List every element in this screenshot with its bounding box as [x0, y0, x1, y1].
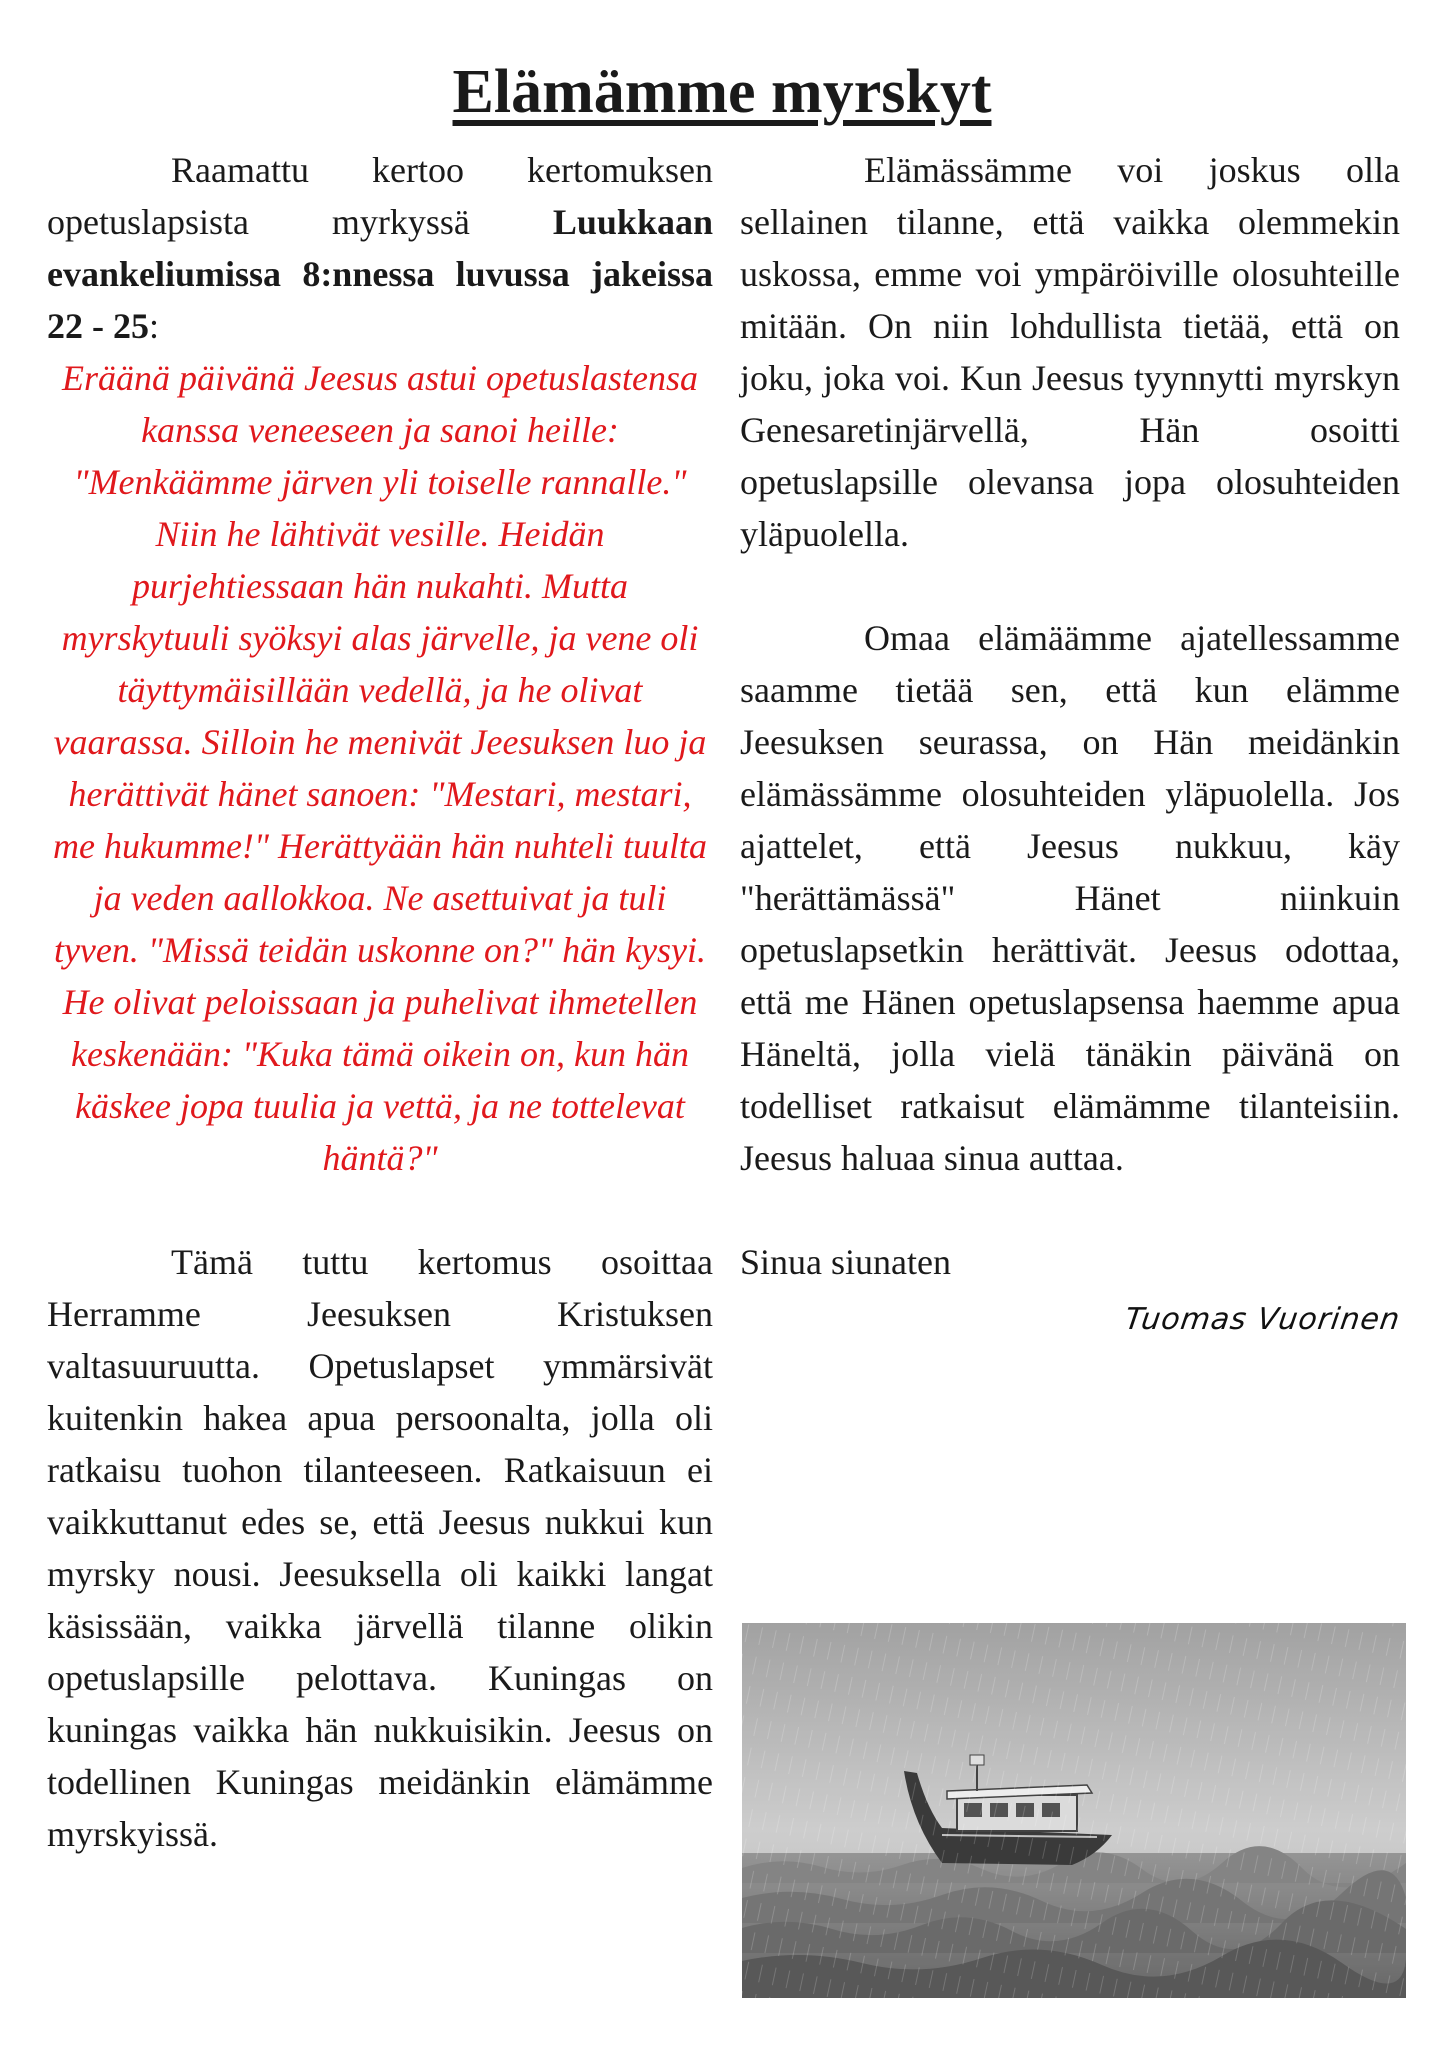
application-paragraph: Omaa elämäämme ajatellessamme saamme tietää sen, että kun elämme Jeesuksen seurassa, on Hän meidänkin elämässämme olosuhteiden yläpuolella. Jos ajattelet, että Jeesus nukkuu, käy "herättämässä" Hänet niinkuin opetuslapsetkin herättivät. Jeesus odottaa, että me Hänen opetuslapsensa haemme apua Häneltä, jolla vielä tänäkin päivänä on todelliset ratkaisut elämämme tilanteisiin. Jeesus haluaa sinua auttaa.: [740, 618, 1400, 1178]
reflection-paragraph: Tämä tuttu kertomus osoittaa Herramme Jeesuksen Kristuksen valtasuuruutta. Opetuslapset ymmärsivät kuitenkin hakea apua persoonalta, jolla oli ratkaisu tuohon tilanteeseen. Ratkaisuun ei vaikkuttanut edes se, että Jeesus nukkui kun myrsky nousi. Jeesuksella oli kaikki langat käsissään, vaikka järvellä tilanne olikin opetuslapsille pelottava. Kuningas on kuningas vaikka hän nukkuisikin. Jeesus on todellinen Kuningas meidänkin elämämme myrskyissä.: [47, 1242, 713, 1854]
situation-paragraph: Elämässämme voi joskus olla sellainen tilanne, että vaikka olemmekin uskossa, emme voi ympäröiville olosuhteille mitään. On niin lohdullista tietää, että on joku, joka voi. Kun Jeesus tyynnytti myrskyn Genesaretinjärvellä, Hän osoitti opetuslapsille olevansa jopa olosuhteiden yläpuolella.: [740, 150, 1400, 554]
scripture-reference: Luukkaan evankeliumissa 8:nnessa luvussa jakeissa 22 - 25: [47, 202, 713, 346]
page-title: Elämämme myrskyt: [452, 58, 992, 126]
right-column: [740, 144, 1403, 1346]
intro-text: Raamattu kertoo kertomuksen opetuslapsista myrkyssä: [47, 150, 713, 242]
signature: Tuomas Vuorinen: [1122, 1302, 1403, 1337]
closing-greeting: Sinua siunaten: [740, 1242, 951, 1282]
storm-boat-photo: [742, 1623, 1406, 1998]
storm-boat-illustration: [742, 1623, 1406, 1998]
intro-paragraph: [47, 144, 713, 352]
intro-colon: :: [149, 306, 160, 346]
left-column: [47, 144, 713, 1860]
bible-quote: Eräänä päivänä Jeesus astui opetuslastensa kanssa veneeseen ja sanoi heille: "Menkäämme järven yli toiselle rannalle." Niin he lähtivät vesille. Heidän purjehtiessaan hän nukahti. Mutta myrskytuuli syöksyi alas järvelle, ja vene oli täyttymäisillään vedellä, ja he olivat vaarassa. Silloin he menivät Jeesuksen luo ja herättivät hänet sanoen: "Mestari, mestari, me hukumme!" Herättyään hän nuhteli tuulta ja veden aallokkoa. Ne asettuivat ja tuli tyven. "Missä teidän uskonne on?" hän kysyi. He olivat peloissaan ja puhelivat ihmetellen keskenään: "Kuka tämä oikein on, kun hän käskee jopa tuulia ja vettä, ja ne tottelevat häntä?": [53, 358, 707, 1178]
